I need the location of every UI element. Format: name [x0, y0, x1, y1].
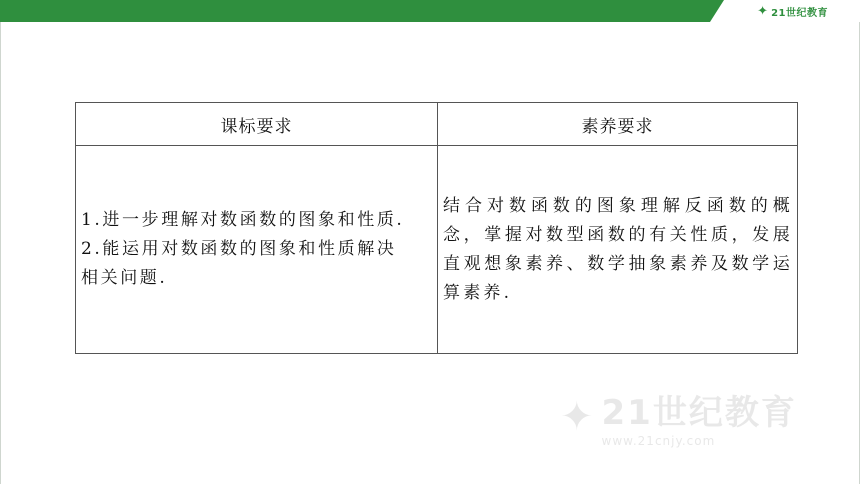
header-curriculum-requirements: 课标要求: [220, 116, 293, 137]
watermark-runner-icon: ✦: [560, 393, 594, 440]
brand-logo: [757, 2, 828, 20]
header-competency-requirements: 素养要求: [581, 116, 654, 137]
curriculum-requirements-cell: [76, 146, 437, 353]
competency-requirements-cell: [438, 146, 797, 353]
requirement-line-2: 2.能运用对数函数的图象和性质解决: [81, 239, 397, 259]
competency-text: 结合对数函数的图象理解反函数的概念，掌握对数型函数的有关性质，发展直观想象素养、数学抽象素养及数学运算素养.: [443, 195, 793, 303]
slide-left-edge: [0, 22, 1, 484]
runner-logo-icon: ✦: [757, 3, 769, 19]
requirement-line-3: 相关问题.: [81, 268, 168, 288]
watermark-name: 21世纪教育: [601, 393, 797, 433]
brand-logo-text: 21世纪教育: [771, 7, 828, 19]
requirements-table: [75, 102, 798, 354]
watermark-url: www.21cnjy.com: [601, 434, 716, 448]
requirement-line-1: 1.进一步理解对数函数的图象和性质.: [81, 210, 405, 230]
watermark: [560, 385, 797, 448]
